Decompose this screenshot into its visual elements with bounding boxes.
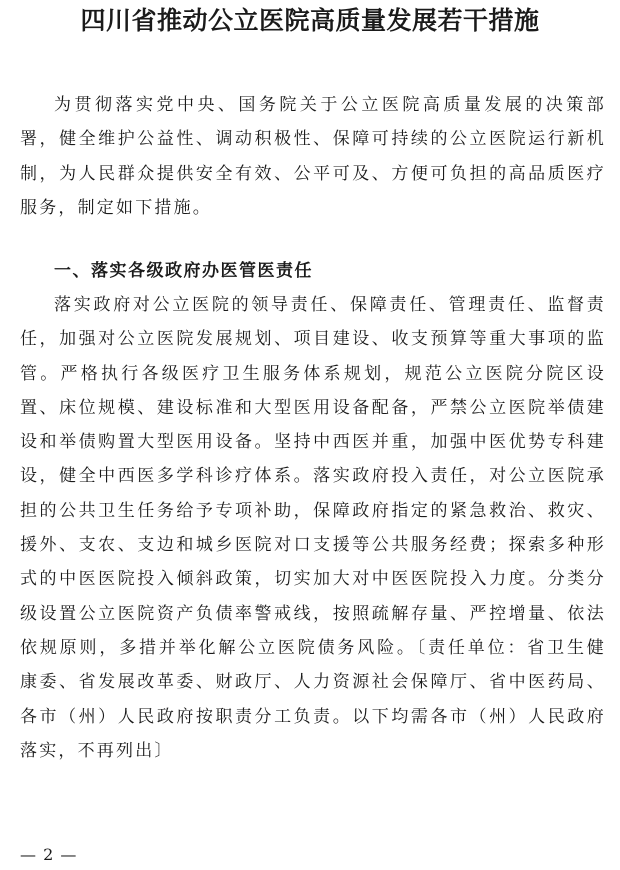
intro-paragraph: 为贯彻落实党中央、国务院关于公立医院高质量发展的决策部署，健全维护公益性、调动积极性、保障可持续的公立医院运行新机制，为人民群众提供安全有效、公平可及、方便可负担的高品质医疗服务，制定如下措施。 <box>20 95 606 218</box>
page-number: — 2 — <box>20 845 78 864</box>
section-heading: 一、落实各级政府办医管医责任 <box>54 261 313 281</box>
document-title: 四川省推动公立医院高质量发展若干措施 <box>80 6 540 35</box>
section-body-paragraph: 落实政府对公立医院的领导责任、保障责任、管理责任、监督责任，加强对公立医院发展规划、项目建设、收支预算等重大事项的监管。严格执行各级医疗卫生服务体系规划，规范公立医院分院区设置、床位规模、建设标准和大型医用设备配备，严禁公立医院举债建设和举债购置大型医用设备。坚持中西医并重，加强中医优势专科建设，健全中西医多学科诊疗体系。落实政府投入责任，对公立医院承担的公共卫生任务给予专项补助，保障政府指定的紧急救治、救灾、援外、支农、支边和城乡医院对口支援等公共服务经费；探索多种形式的中医医院投入倾斜政策，切实加大对中医医院投入力度。分类分级设置公立医院资产负债率警戒线，按照疏解存量、严控增量、依法依规原则，多措并举化解公立医院债务风险。〔责任单位：省卫生健康委、省发展改革委、财政厅、人力资源社会保障厅、省中医药局、各市（州）人民政府按职责分工负责。以下均需各市（州）人民政府落实，不再列出〕 <box>20 295 606 761</box>
